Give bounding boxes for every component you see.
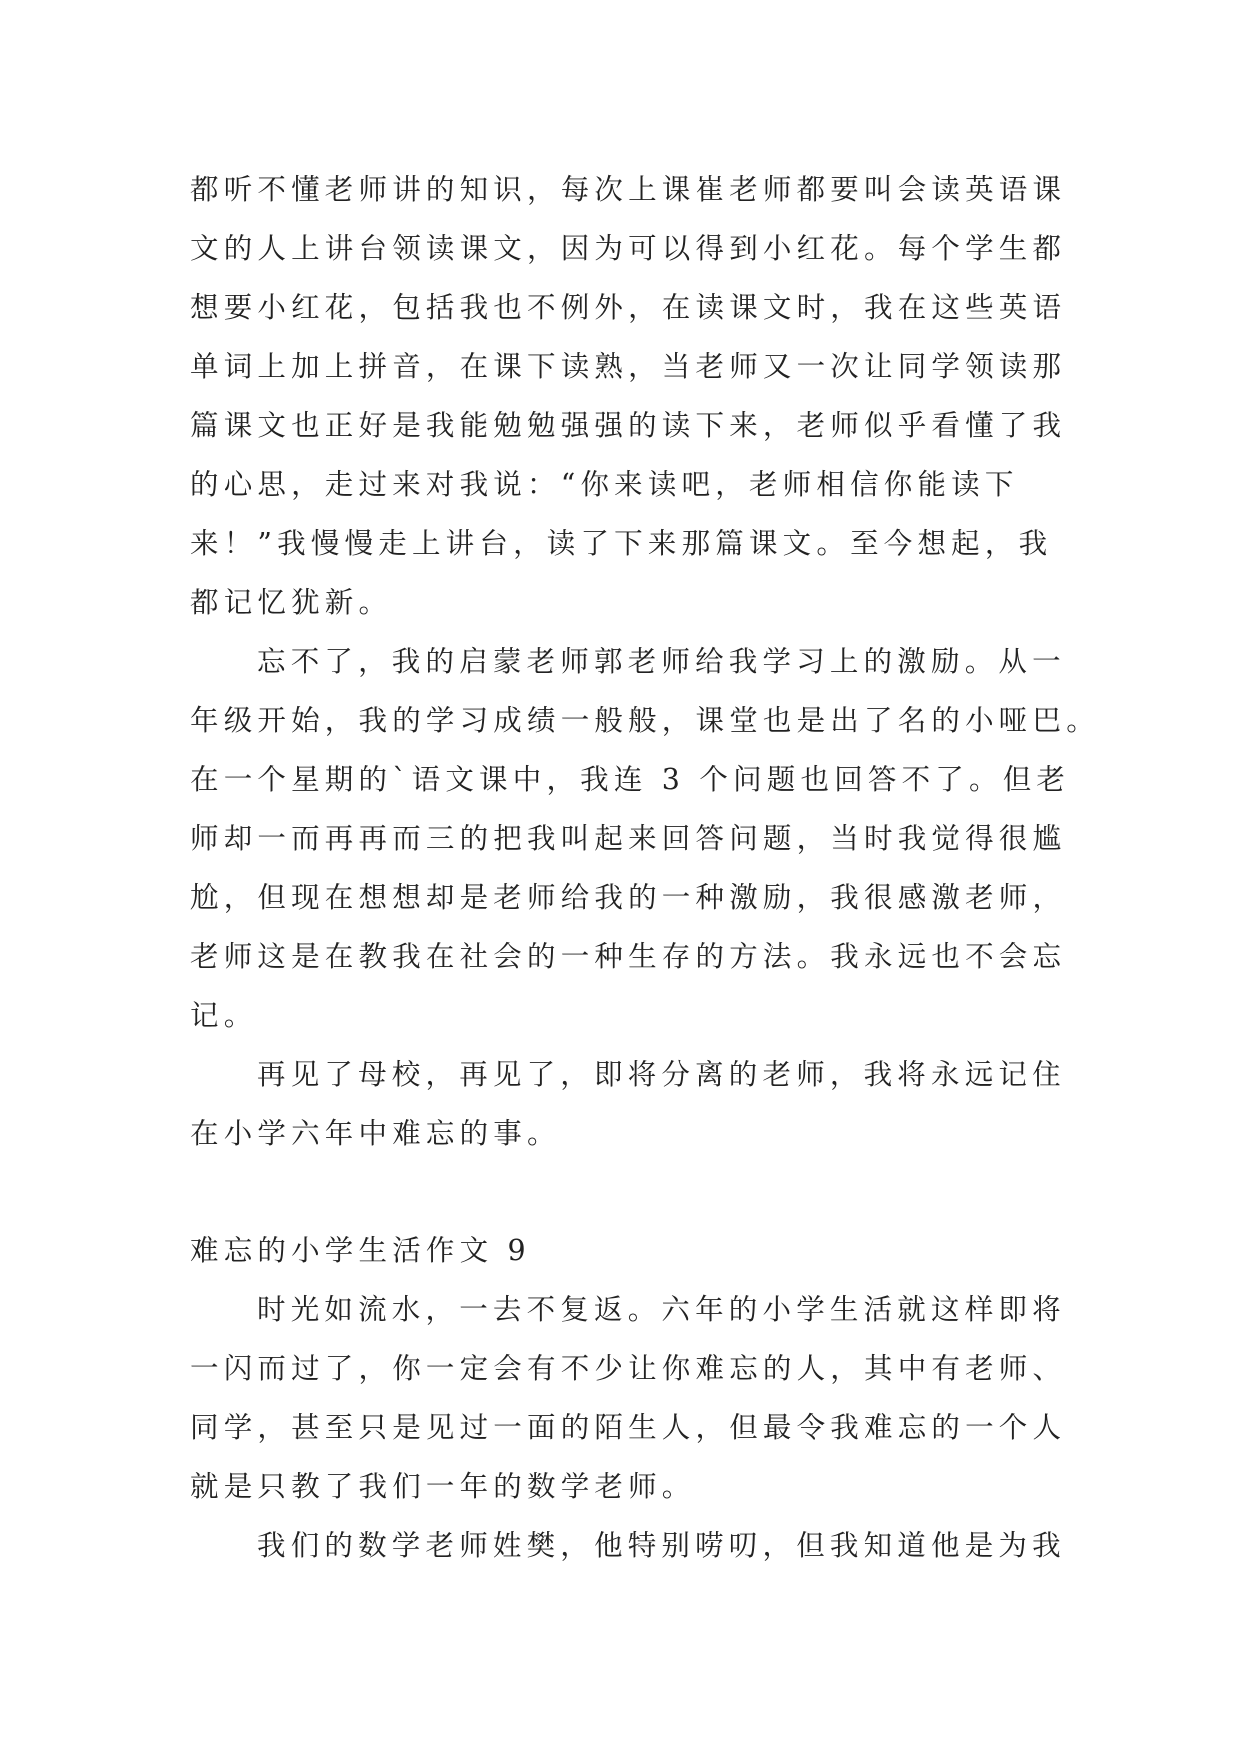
text-line: 单词上加上拼音，在课下读熟，当老师又一次让同学领读那 <box>190 350 1067 383</box>
section-heading: 难忘的小学生活作文 9 <box>190 1234 531 1267</box>
text-line: 都听不懂老师讲的知识，每次上课崔老师都要叫会读英语课 <box>190 173 1067 206</box>
text-line: 都记忆犹新。 <box>190 586 393 619</box>
text-line: 来！”我慢慢走上讲台，读了下来那篇课文。至今想起，我 <box>190 527 1053 560</box>
text-line: 同学，甚至只是见过一面的陌生人，但最令我难忘的一个人 <box>190 1411 1067 1444</box>
text-line: 在一个星期的`语文课中，我连 3 个问题也回答不了。但老 <box>190 763 1071 796</box>
text-line: 想要小红花，包括我也不例外，在读课文时，我在这些英语 <box>190 291 1067 324</box>
text-line: 年级开始，我的学习成绩一般般，课堂也是出了名的小哑巴。 <box>190 704 1100 737</box>
paragraph-start-line: 忘不了，我的启蒙老师郭老师给我学习上的激励。从一 <box>257 645 1066 678</box>
text-line: 老师这是在教我在社会的一种生存的方法。我永远也不会忘 <box>190 940 1067 973</box>
text-line: 一闪而过了，你一定会有不少让你难忘的人，其中有老师、 <box>190 1352 1067 1385</box>
text-line: 尬，但现在想想却是老师给我的一种激励，我很感激老师， <box>190 881 1067 914</box>
text-line: 的心思，走过来对我说：“你来读吧，老师相信你能读下 <box>190 468 1019 501</box>
document-page <box>190 160 1100 1575</box>
paragraph-start-line: 我们的数学老师姓樊，他特别唠叨，但我知道他是为我 <box>257 1529 1066 1562</box>
text-line: 文的人上讲台领读课文，因为可以得到小红花。每个学生都 <box>190 232 1067 265</box>
text-line: 篇课文也正好是我能勉勉强强的读下来，老师似乎看懂了我 <box>190 409 1067 442</box>
text-line: 记。 <box>190 999 258 1032</box>
text-line: 师却一而再再而三的把我叫起来回答问题，当时我觉得很尴 <box>190 822 1067 855</box>
text-line: 就是只教了我们一年的数学老师。 <box>190 1470 696 1503</box>
paragraph-start-line: 时光如流水，一去不复返。六年的小学生活就这样即将 <box>257 1293 1066 1326</box>
paragraph-start-line: 再见了母校，再见了，即将分离的老师，我将永远记住 <box>257 1058 1066 1091</box>
text-line: 在小学六年中难忘的事。 <box>190 1117 561 1150</box>
